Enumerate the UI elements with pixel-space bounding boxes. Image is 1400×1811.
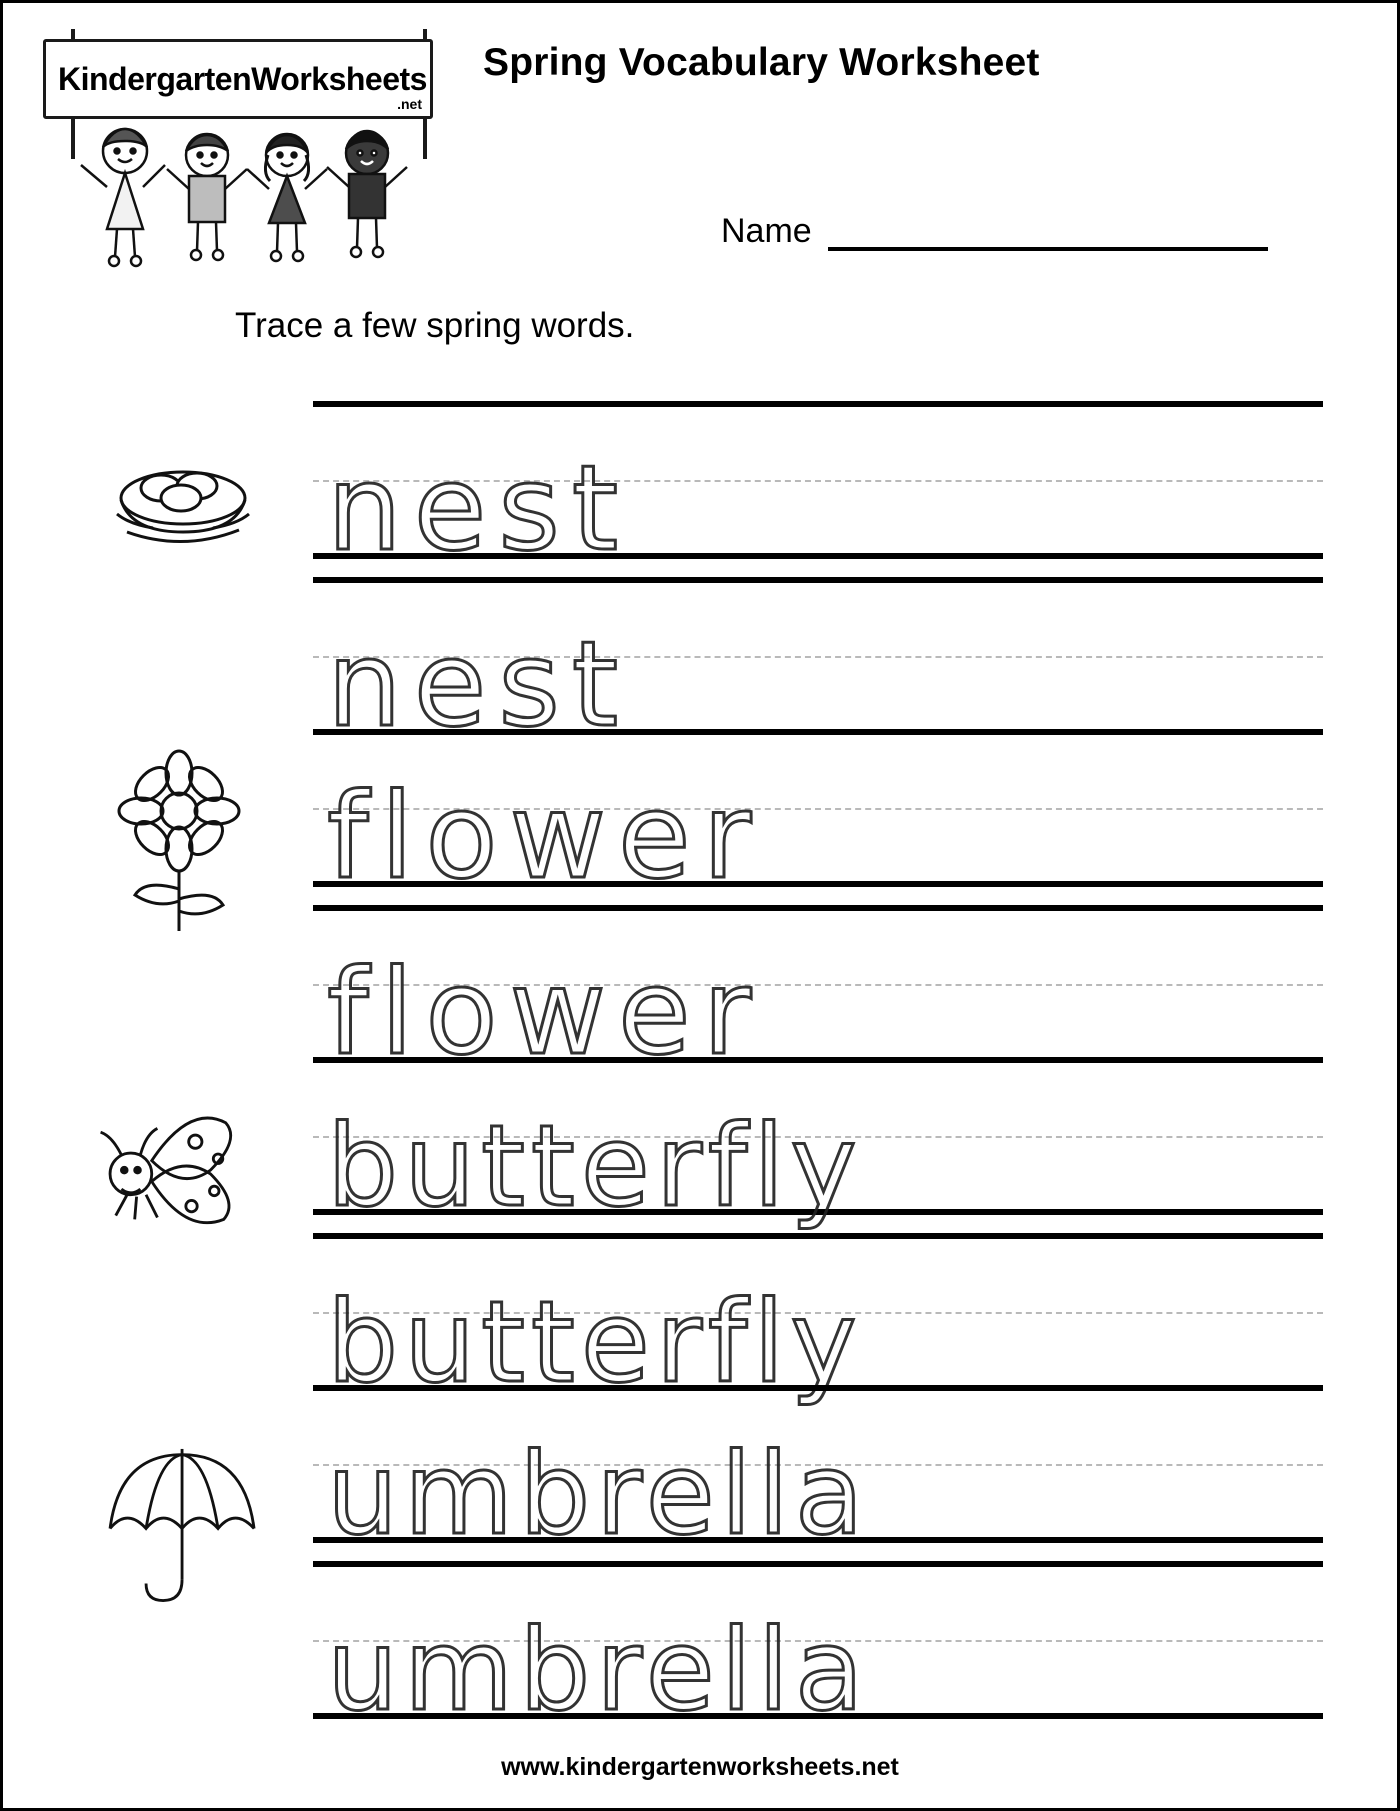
trace-line[interactable] xyxy=(313,577,1323,753)
children-holding-sign-illustration xyxy=(55,121,425,271)
butterfly-icon xyxy=(93,1082,273,1262)
umbrella-icon xyxy=(93,1425,273,1615)
word-group-butterfly xyxy=(3,1057,1400,1408)
trace-word: flower xyxy=(327,767,764,905)
trace-word: flower xyxy=(327,943,764,1081)
trace-line[interactable] xyxy=(313,1057,1323,1232)
trace-word: nest xyxy=(327,615,631,753)
butterfly-lines xyxy=(313,1057,1323,1408)
word-group-nest xyxy=(3,401,1400,753)
flower-lines xyxy=(313,729,1323,1081)
word-group-umbrella xyxy=(3,1385,1400,1736)
name-input[interactable] xyxy=(828,209,1268,251)
umbrella-lines xyxy=(313,1385,1323,1736)
logo-text: KindergartenWorksheets xyxy=(58,60,427,97)
name-field-row xyxy=(721,209,1268,251)
trace-word: butterfly xyxy=(327,1278,863,1408)
tracing-rows xyxy=(3,401,1400,1736)
trace-word: butterfly xyxy=(327,1102,863,1232)
page-title: Spring Vocabulary Worksheet xyxy=(483,41,1040,84)
trace-line[interactable] xyxy=(313,1385,1323,1560)
bird-nest-with-eggs-icon xyxy=(93,431,273,571)
word-group-flower xyxy=(3,729,1400,1081)
name-label: Name xyxy=(721,212,812,250)
trace-word: umbrella xyxy=(327,1430,870,1560)
site-logo[interactable] xyxy=(25,21,425,271)
trace-line[interactable] xyxy=(313,729,1323,905)
trace-line[interactable] xyxy=(313,1233,1323,1408)
trace-line[interactable] xyxy=(313,905,1323,1081)
trace-word: umbrella xyxy=(327,1606,870,1736)
logo-suffix: .net xyxy=(397,96,422,112)
footer-url[interactable]: www.kindergartenworksheets.net xyxy=(501,1753,899,1781)
trace-word: nest xyxy=(327,439,631,577)
nest-lines xyxy=(313,401,1323,753)
trace-line[interactable] xyxy=(313,1561,1323,1736)
logo-sign xyxy=(43,39,433,119)
worksheet-header xyxy=(3,3,1397,345)
flower-icon xyxy=(93,749,273,939)
instruction-text: Trace a few spring words. xyxy=(235,306,635,345)
trace-line[interactable] xyxy=(313,401,1323,577)
